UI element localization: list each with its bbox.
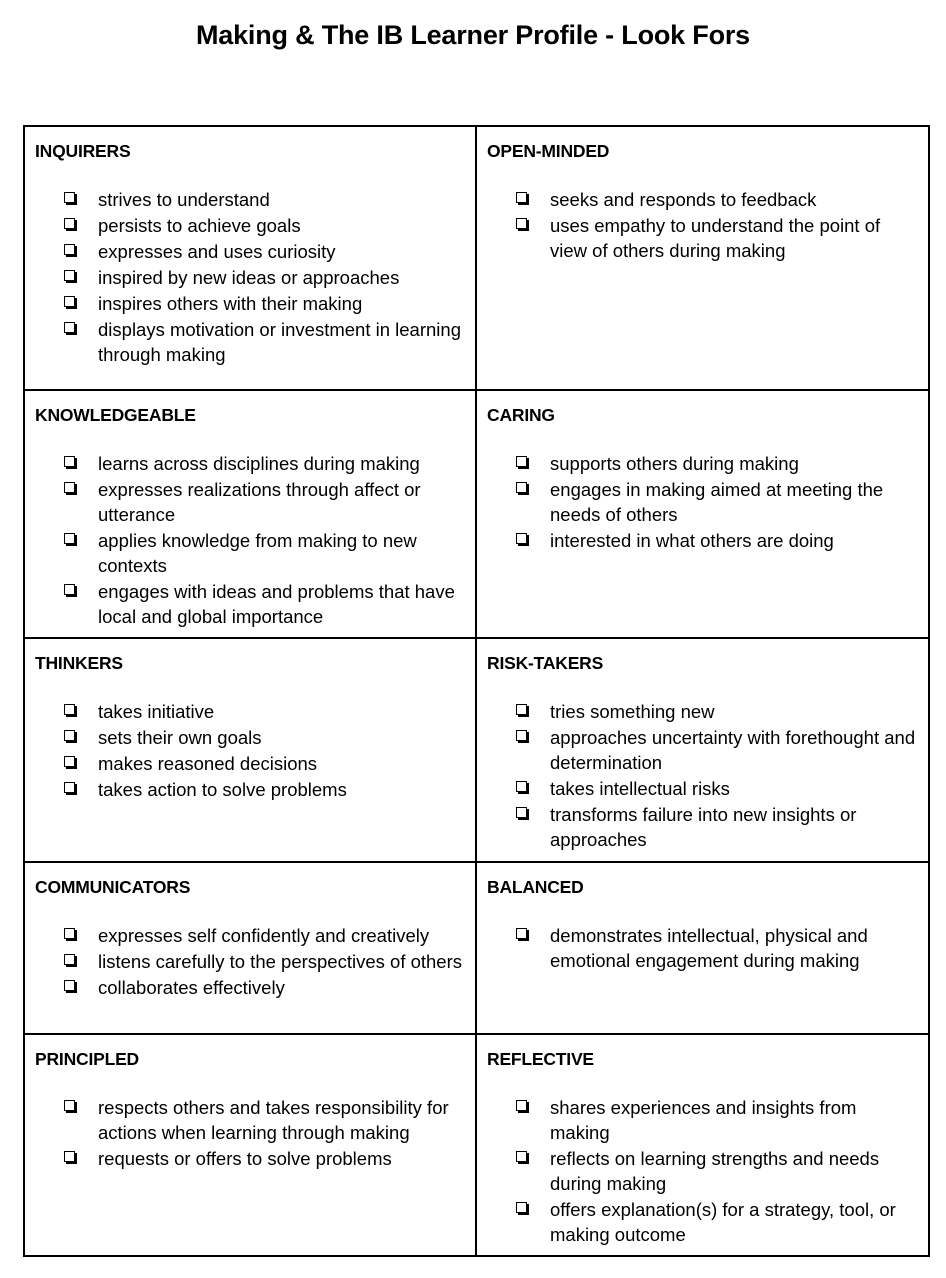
list-item-text: inspired by new ideas or approaches <box>98 267 400 288</box>
checkbox-icon <box>64 1151 75 1162</box>
profile-cell <box>476 862 929 1034</box>
profile-cell <box>476 638 929 862</box>
list-item-text: demonstrates intellectual, physical and emotional engagement during making <box>550 925 868 971</box>
list-item-text: offers explanation(s) for a strategy, tool, or making outcome <box>550 1199 896 1245</box>
list-item <box>64 579 465 629</box>
page-title: Making & The IB Learner Profile - Look Fors <box>196 20 750 50</box>
checkbox-icon <box>64 270 75 281</box>
look-fors-list <box>487 699 918 852</box>
checkbox-icon <box>516 928 527 939</box>
checkbox-icon <box>64 456 75 467</box>
profile-cell <box>24 862 476 1034</box>
table-row <box>24 638 929 862</box>
checkbox-icon <box>516 704 527 715</box>
table-row <box>24 126 929 390</box>
checkbox-icon <box>516 482 527 493</box>
list-item-text: learns across disciplines during making <box>98 453 420 474</box>
list-item <box>516 725 918 775</box>
list-item <box>64 213 465 238</box>
checkbox-icon <box>64 1100 75 1111</box>
cell-heading: COMMUNICATORS <box>35 877 191 897</box>
checkbox-icon <box>64 782 75 793</box>
list-item-text: respects others and takes responsibility for actions when learning through making <box>98 1097 449 1143</box>
profile-cell <box>476 390 929 638</box>
list-item <box>516 187 918 212</box>
list-item <box>64 477 465 527</box>
list-item-text: expresses and uses curiosity <box>98 241 336 262</box>
profile-cell <box>476 126 929 390</box>
checkbox-icon <box>516 456 527 467</box>
checkbox-icon <box>516 781 527 792</box>
cell-heading: INQUIRERS <box>35 141 131 161</box>
cell-heading: CARING <box>487 405 555 425</box>
checkbox-icon <box>516 1202 527 1213</box>
checkbox-icon <box>64 482 75 493</box>
list-item <box>516 1197 918 1247</box>
list-item-text: sets their own goals <box>98 727 262 748</box>
list-item <box>516 802 918 852</box>
list-item <box>516 1095 918 1145</box>
list-item <box>64 1095 465 1145</box>
list-item <box>64 949 465 974</box>
look-fors-list <box>35 923 465 1000</box>
look-fors-list <box>35 1095 465 1171</box>
list-item-text: expresses self confidently and creatively <box>98 925 430 946</box>
look-fors-list <box>35 187 465 367</box>
list-item <box>64 777 465 802</box>
list-item <box>64 528 465 578</box>
profile-cell <box>24 126 476 390</box>
list-item-text: collaborates effectively <box>98 977 285 998</box>
checkbox-icon <box>516 730 527 741</box>
list-item-text: takes initiative <box>98 701 215 722</box>
checkbox-icon <box>64 533 75 544</box>
look-fors-list <box>35 451 465 629</box>
look-fors-list <box>487 1095 918 1247</box>
checkbox-icon <box>64 954 75 965</box>
checkbox-icon <box>64 584 75 595</box>
list-item <box>64 975 465 1000</box>
list-item <box>516 213 918 263</box>
list-item-text: strives to understand <box>98 189 270 210</box>
cell-heading: KNOWLEDGEABLE <box>35 405 196 425</box>
checkbox-icon <box>64 980 75 991</box>
checkbox-icon <box>64 730 75 741</box>
cell-heading: REFLECTIVE <box>487 1049 594 1069</box>
profile-cell <box>476 1034 929 1256</box>
checkbox-icon <box>64 928 75 939</box>
list-item-text: tries something new <box>550 701 715 722</box>
list-item <box>64 923 465 948</box>
list-item-text: persists to achieve goals <box>98 215 301 236</box>
list-item-text: engages with ideas and problems that have local and global importance <box>98 581 455 627</box>
list-item-text: takes intellectual risks <box>550 778 730 799</box>
checkbox-icon <box>64 218 75 229</box>
cell-heading: RISK-TAKERS <box>487 653 604 673</box>
list-item <box>64 451 465 476</box>
list-item <box>64 725 465 750</box>
cell-heading: THINKERS <box>35 653 123 673</box>
list-item <box>516 923 918 973</box>
list-item <box>516 1146 918 1196</box>
cell-heading: BALANCED <box>487 877 584 897</box>
checkbox-icon <box>516 533 527 544</box>
learner-profile-table <box>23 125 930 1257</box>
list-item-text: listens carefully to the perspectives of others <box>98 951 463 972</box>
profile-cell <box>24 1034 476 1256</box>
checkbox-icon <box>64 756 75 767</box>
profile-cell <box>24 390 476 638</box>
list-item <box>64 239 465 264</box>
list-item-text: inspires others with their making <box>98 293 363 314</box>
checkbox-icon <box>64 192 75 203</box>
list-item-text: takes action to solve problems <box>98 779 347 800</box>
table-row <box>24 390 929 638</box>
list-item-text: requests or offers to solve problems <box>98 1148 392 1169</box>
list-item <box>516 451 918 476</box>
list-item <box>516 477 918 527</box>
list-item <box>64 187 465 212</box>
look-fors-list <box>487 187 918 263</box>
checkbox-icon <box>516 192 527 203</box>
cell-heading: OPEN-MINDED <box>487 141 610 161</box>
list-item-text: shares experiences and insights from making <box>550 1097 857 1143</box>
list-item-text: approaches uncertainty with forethought and determination <box>550 727 916 773</box>
checkbox-icon <box>64 244 75 255</box>
checkbox-icon <box>64 322 75 333</box>
checkbox-icon <box>64 704 75 715</box>
list-item <box>64 265 465 290</box>
profile-cell <box>24 638 476 862</box>
list-item <box>64 1146 465 1171</box>
list-item-text: transforms failure into new insights or approaches <box>550 804 857 850</box>
table-row <box>24 1034 929 1256</box>
list-item <box>516 699 918 724</box>
look-fors-list <box>35 699 465 802</box>
checkbox-icon <box>64 296 75 307</box>
look-fors-list <box>487 451 918 553</box>
list-item <box>64 291 465 316</box>
list-item <box>64 751 465 776</box>
list-item <box>516 776 918 801</box>
checkbox-icon <box>516 807 527 818</box>
checkbox-icon <box>516 1100 527 1111</box>
list-item-text: interested in what others are doing <box>550 530 834 551</box>
list-item <box>516 528 918 553</box>
list-item-text: expresses realizations through affect or utterance <box>98 479 421 525</box>
checkbox-icon <box>516 1151 527 1162</box>
list-item-text: supports others during making <box>550 453 799 474</box>
list-item <box>64 699 465 724</box>
list-item-text: engages in making aimed at meeting the needs of others <box>550 479 884 525</box>
table-row <box>24 862 929 1034</box>
list-item-text: reflects on learning strengths and needs during making <box>550 1148 880 1194</box>
list-item-text: applies knowledge from making to new contexts <box>98 530 417 576</box>
list-item-text: makes reasoned decisions <box>98 753 318 774</box>
list-item <box>64 317 465 367</box>
list-item-text: displays motivation or investment in learning through making <box>98 319 461 365</box>
checkbox-icon <box>516 218 527 229</box>
look-fors-list <box>487 923 918 973</box>
list-item-text: uses empathy to understand the point of view of others during making <box>550 215 881 261</box>
list-item-text: seeks and responds to feedback <box>550 189 817 210</box>
cell-heading: PRINCIPLED <box>35 1049 139 1069</box>
